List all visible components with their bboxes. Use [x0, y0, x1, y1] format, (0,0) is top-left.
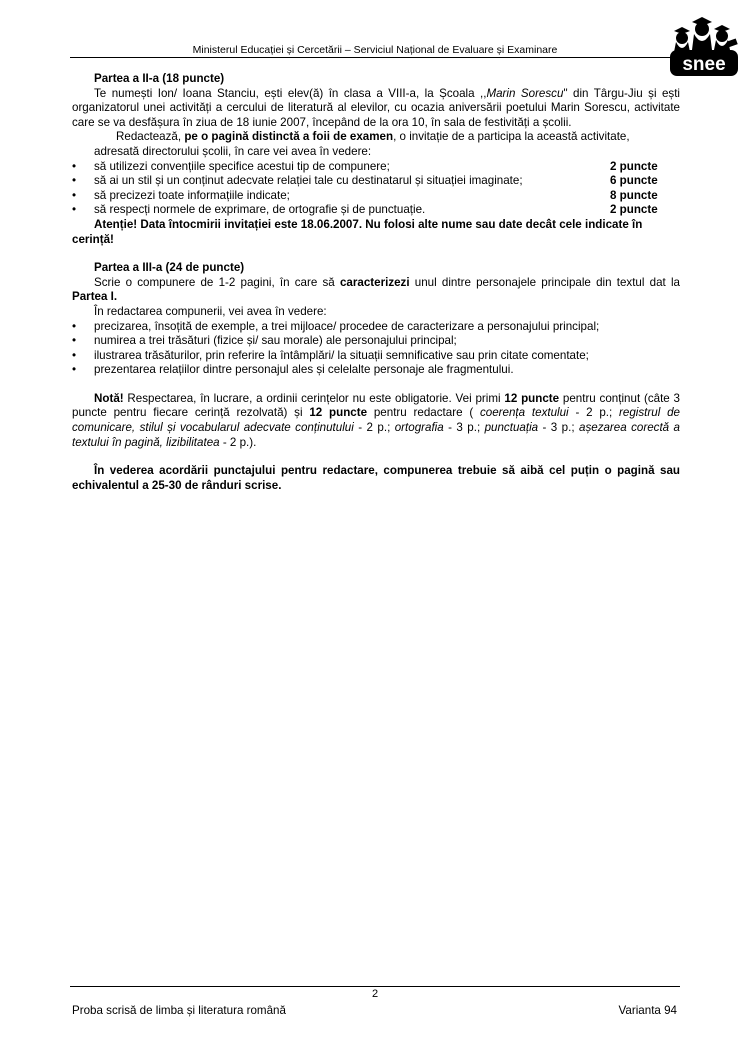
text-span: pentru conținut (câte 3 puncte pentru fiecare cerință rezolvată) și	[72, 391, 680, 420]
requirement-text: să precizezi toate informațiile indicate;	[94, 188, 290, 202]
bullet-icon: •	[72, 203, 77, 217]
list-item	[72, 203, 680, 218]
bullet-icon: •	[72, 334, 77, 348]
note-paragraph	[72, 392, 680, 450]
list-item	[72, 320, 680, 335]
note-label: Notă!	[94, 391, 124, 405]
part2-requirements-list	[72, 160, 680, 218]
bullet-icon: •	[72, 174, 77, 188]
requirement-text: precizarea, însoțită de exemple, a trei mijloace/ procedee de caracterizare a personajului principal;	[94, 319, 600, 333]
logo-text: snee	[682, 54, 726, 75]
header-rule	[70, 57, 678, 58]
criterion: punctuația	[484, 421, 539, 435]
part2-paragraph-1	[72, 87, 680, 131]
list-item	[72, 174, 680, 189]
part3-paragraph-1	[72, 276, 680, 305]
list-item	[72, 160, 680, 175]
requirement-text: ilustrarea trăsăturilor, prin referire la întâmplări/ la situații semnificative sau prin citate comentate;	[94, 348, 589, 362]
part2-paragraph-3: adresată directorului școlii, în care vei avea în vedere:	[94, 144, 372, 158]
criterion: așezarea corectă a textului în pagină, lizibilitatea	[72, 421, 681, 449]
text-span: Te numești Ion/ Ioana Stanciu, ești elev(ă) în clasa a VIII-a, la Școala ,,	[94, 86, 487, 100]
requirement-text: numirea a trei trăsături (fizice și/ sau morale) ale personajului principal;	[94, 334, 457, 348]
part2-attention: Atenție! Data întocmirii invitației este 18.06.2007. Nu folosi alte nume sau date decât cele indicate în cerință!	[72, 217, 643, 246]
emphasis: Partea I.	[72, 290, 118, 304]
footer-rule	[70, 986, 680, 987]
text-span: Scrie o compunere de 1-2 pagini, în care să	[94, 275, 340, 289]
requirement-points: 6 puncte	[610, 174, 658, 188]
text-span: - 3 p.;	[538, 421, 579, 435]
list-item	[72, 189, 680, 204]
page-content	[72, 72, 680, 493]
spacer	[72, 378, 680, 392]
text-span: - 2 p.;	[568, 406, 620, 420]
part3-heading: Partea a III-a (24 de puncte)	[94, 261, 245, 275]
requirement-text: să ai un stil și un conținut adecvate relației tale cu destinatarul și situației imaginate;	[94, 174, 523, 188]
list-item	[72, 363, 680, 378]
criterion: coerența textului	[479, 406, 569, 420]
requirement-text: să respecți normele de exprimare, de ortografie și de punctuație.	[94, 203, 426, 217]
criterion: registrul de comunicare, stilul și vocabularul adecvate conținutului	[72, 406, 680, 435]
list-item	[72, 334, 680, 349]
bullet-icon: •	[72, 319, 77, 333]
spacer	[72, 450, 680, 464]
text-span: Respectarea, în lucrare, a ordinii cerințelor nu este obligatorie. Vei primi	[123, 391, 505, 405]
text-span: - 2 p.).	[219, 435, 257, 449]
page-header-title: Ministerul Educației și Cercetării – Serviciul Național de Evaluare și Examinare	[192, 44, 558, 56]
page-number: 2	[371, 988, 379, 1000]
emphasis: 12 puncte	[309, 406, 368, 420]
criterion: ortografia	[394, 421, 444, 435]
text-span: - 2 p.;	[353, 421, 395, 435]
footer-variant: Varianta 94	[618, 1004, 677, 1017]
requirement-text: să utilizezi convențiile specifice acestui tip de compunere;	[94, 159, 390, 173]
text-span: Redactează,	[116, 130, 185, 144]
text-span: , o invitație de a participa la această activitate,	[393, 130, 630, 144]
part2-heading: Partea a II-a (18 puncte)	[94, 72, 225, 85]
text-span: - 3 p.;	[443, 421, 485, 435]
requirement-text: prezentarea relațiilor dintre personajul ales și celelalte personaje ale fragmentului.	[94, 363, 514, 377]
list-item	[72, 349, 680, 364]
text-span: "	[563, 86, 568, 100]
emphasis: pe o pagină distinctă a foii de examen	[184, 130, 394, 144]
part3-paragraph-2: În redactarea compunerii, vei avea în vedere:	[94, 304, 327, 318]
requirement-points: 2 puncte	[610, 203, 658, 217]
bullet-icon: •	[72, 348, 77, 362]
bullet-icon: •	[72, 159, 77, 173]
final-instruction: În vederea acordării punctajului pentru redactare, compunerea trebuie să aibă cel puțin o pagină sau echivalentul a 25-30 de rânduri scrise.	[72, 464, 680, 492]
school-name: Marin Sorescu	[486, 86, 564, 100]
emphasis: caracterizezi	[339, 275, 410, 289]
part2-paragraph-2	[72, 130, 680, 145]
text-span: pentru redactare (	[367, 406, 480, 420]
text-span: unul dintre personajele principale din textul dat la	[409, 275, 680, 289]
bullet-icon: •	[72, 188, 77, 202]
text-span: din Târgu-Jiu și ești organizatorul unei activități a cercului de literatură al elevilor, cu ocazia aniversării poetului Marin Sorescu, activitate care se va desfășura în ziua de 18 iunie 2007, începând de la ora 10, în sala de festivități a școlii.	[72, 86, 681, 129]
snee-logo	[668, 14, 740, 78]
emphasis: 12 puncte	[504, 391, 560, 405]
spacer	[72, 247, 680, 261]
part3-requirements-list	[72, 320, 680, 378]
bullet-icon: •	[72, 363, 77, 377]
requirement-points: 2 puncte	[610, 159, 658, 173]
requirement-points: 8 puncte	[610, 188, 658, 202]
footer-exam-title: Proba scrisă de limba și literatura română	[72, 1004, 286, 1017]
